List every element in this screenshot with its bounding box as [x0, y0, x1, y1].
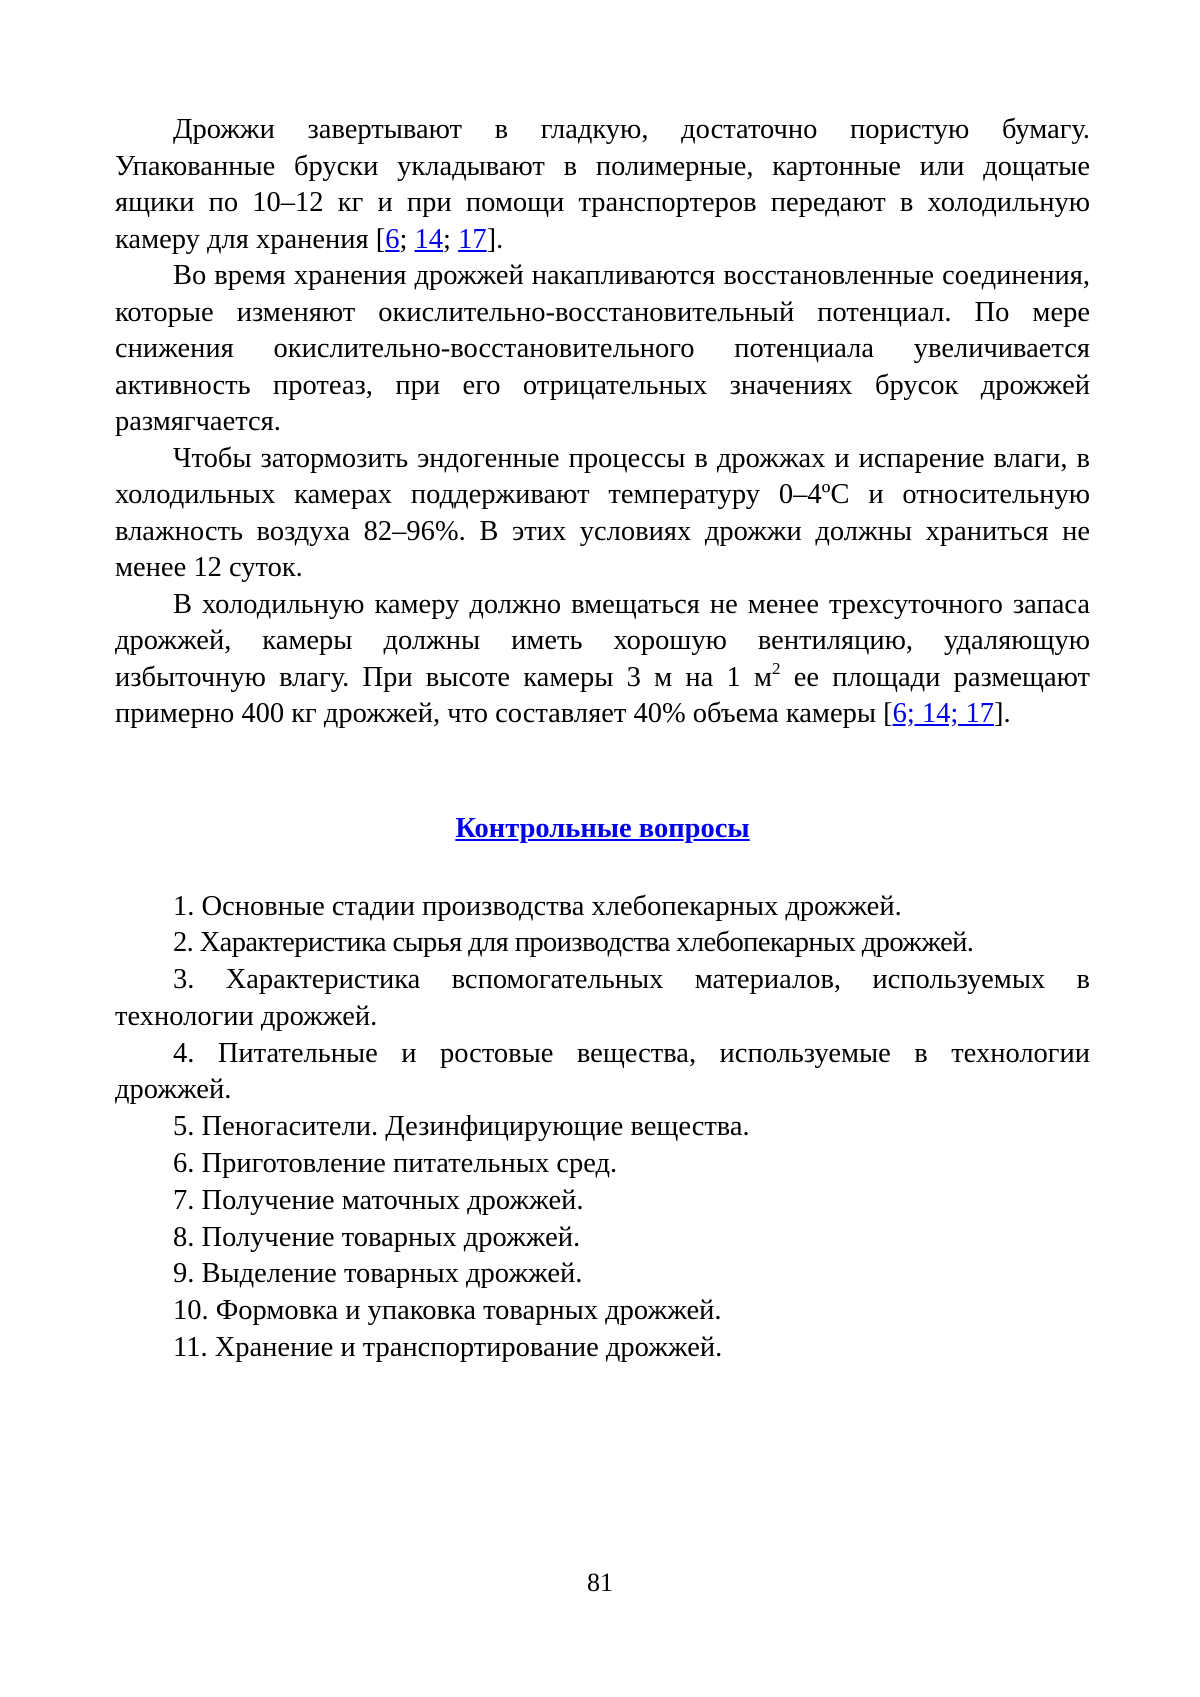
reference-close: ].	[486, 223, 504, 255]
reference-separator: ;	[399, 223, 415, 255]
reference-link-6[interactable]: 6	[385, 223, 400, 255]
question-item-9: 9. Выделение товарных дрожжей.	[173, 1258, 583, 1290]
paragraph-packaging	[115, 112, 1090, 258]
section-heading	[115, 811, 1090, 847]
reference-separator: ;	[443, 223, 459, 255]
question-item-5: 5. Пеногасители. Дезинфицирующие вещества.	[173, 1111, 750, 1143]
question-item-6: 6. Приготовление питательных сред.	[173, 1148, 618, 1180]
paragraph-storage-chamber-text: В холодильную камеру должно вмещаться не менее трехсуточного запаса дрожжей, камеры должны иметь хорошую вентиляцию, удаляющую избыточную влагу. При высоте камеры 3 м на 1 м	[115, 588, 1090, 693]
section-heading-link[interactable]: Контрольные вопросы	[455, 812, 750, 844]
page-body	[115, 112, 1090, 1367]
paragraph-storage-conditions: Чтобы затормозить эндогенные процессы в дрожжах и испарение влаги, в холодильных камерах поддерживают температуру 0–4ºC и относительную влажность воздуха 82–96%. В этих условиях дрожжи должны храниться не менее 12 суток.	[115, 442, 1090, 583]
question-item-1: 1. Основные стадии производства хлебопекарных дрожжей.	[173, 890, 902, 922]
reference-close: ].	[993, 698, 1011, 729]
questions-list	[115, 889, 1090, 1367]
question-item-3: 3. Характеристика вспомогательных материалов, используемых в технологии дрожжей.	[115, 964, 1090, 1032]
question-item-4: 4. Питательные и ростовые вещества, используемые в технологии дрожжей.	[115, 1037, 1090, 1106]
question-item-8: 8. Получение товарных дрожжей.	[173, 1221, 581, 1253]
paragraph-storage-reactions: Во время хранения дрожжей накапливаются восстановленные соединения, которые изменяют окислительно-восстановительный потенциал. По мере снижения окислительно-восстановительного потенциала увеличивается активность протеаз, при его отрицательных значениях брусок дрожжей размягчается.	[115, 260, 1090, 437]
paragraph-storage-chamber-text-cont: ее площади размещают примерно 400 кг дрожжей, что составляет 40% объема камеры [	[115, 661, 1090, 729]
paragraph-packaging-text: Дрожжи завертывают в гладкую, достаточно пористую бумагу. Упакованные бруски укладывают в полимерные, картонные или дощатые ящики по 10–12 кг и при помощи транспортеров передают в холодильную камеру для хранения [	[115, 114, 1090, 255]
question-item-7: 7. Получение маточных дрожжей.	[173, 1184, 584, 1216]
reference-link-group[interactable]: 6; 14; 17	[892, 698, 994, 729]
question-item-10: 10. Формовка и упаковка товарных дрожжей.	[173, 1295, 722, 1327]
question-item-11: 11. Хранение и транспортирование дрожжей.	[173, 1332, 723, 1364]
reference-link-14[interactable]: 14	[414, 223, 444, 255]
question-item-2: 2. Характеристика сырья для производства хлебопекарных дрожжей.	[173, 927, 974, 959]
paragraph-storage-chamber	[115, 587, 1090, 733]
reference-link-17[interactable]: 17	[458, 223, 487, 255]
page-number: 81	[587, 1568, 613, 1597]
superscript-2: 2	[772, 658, 781, 678]
